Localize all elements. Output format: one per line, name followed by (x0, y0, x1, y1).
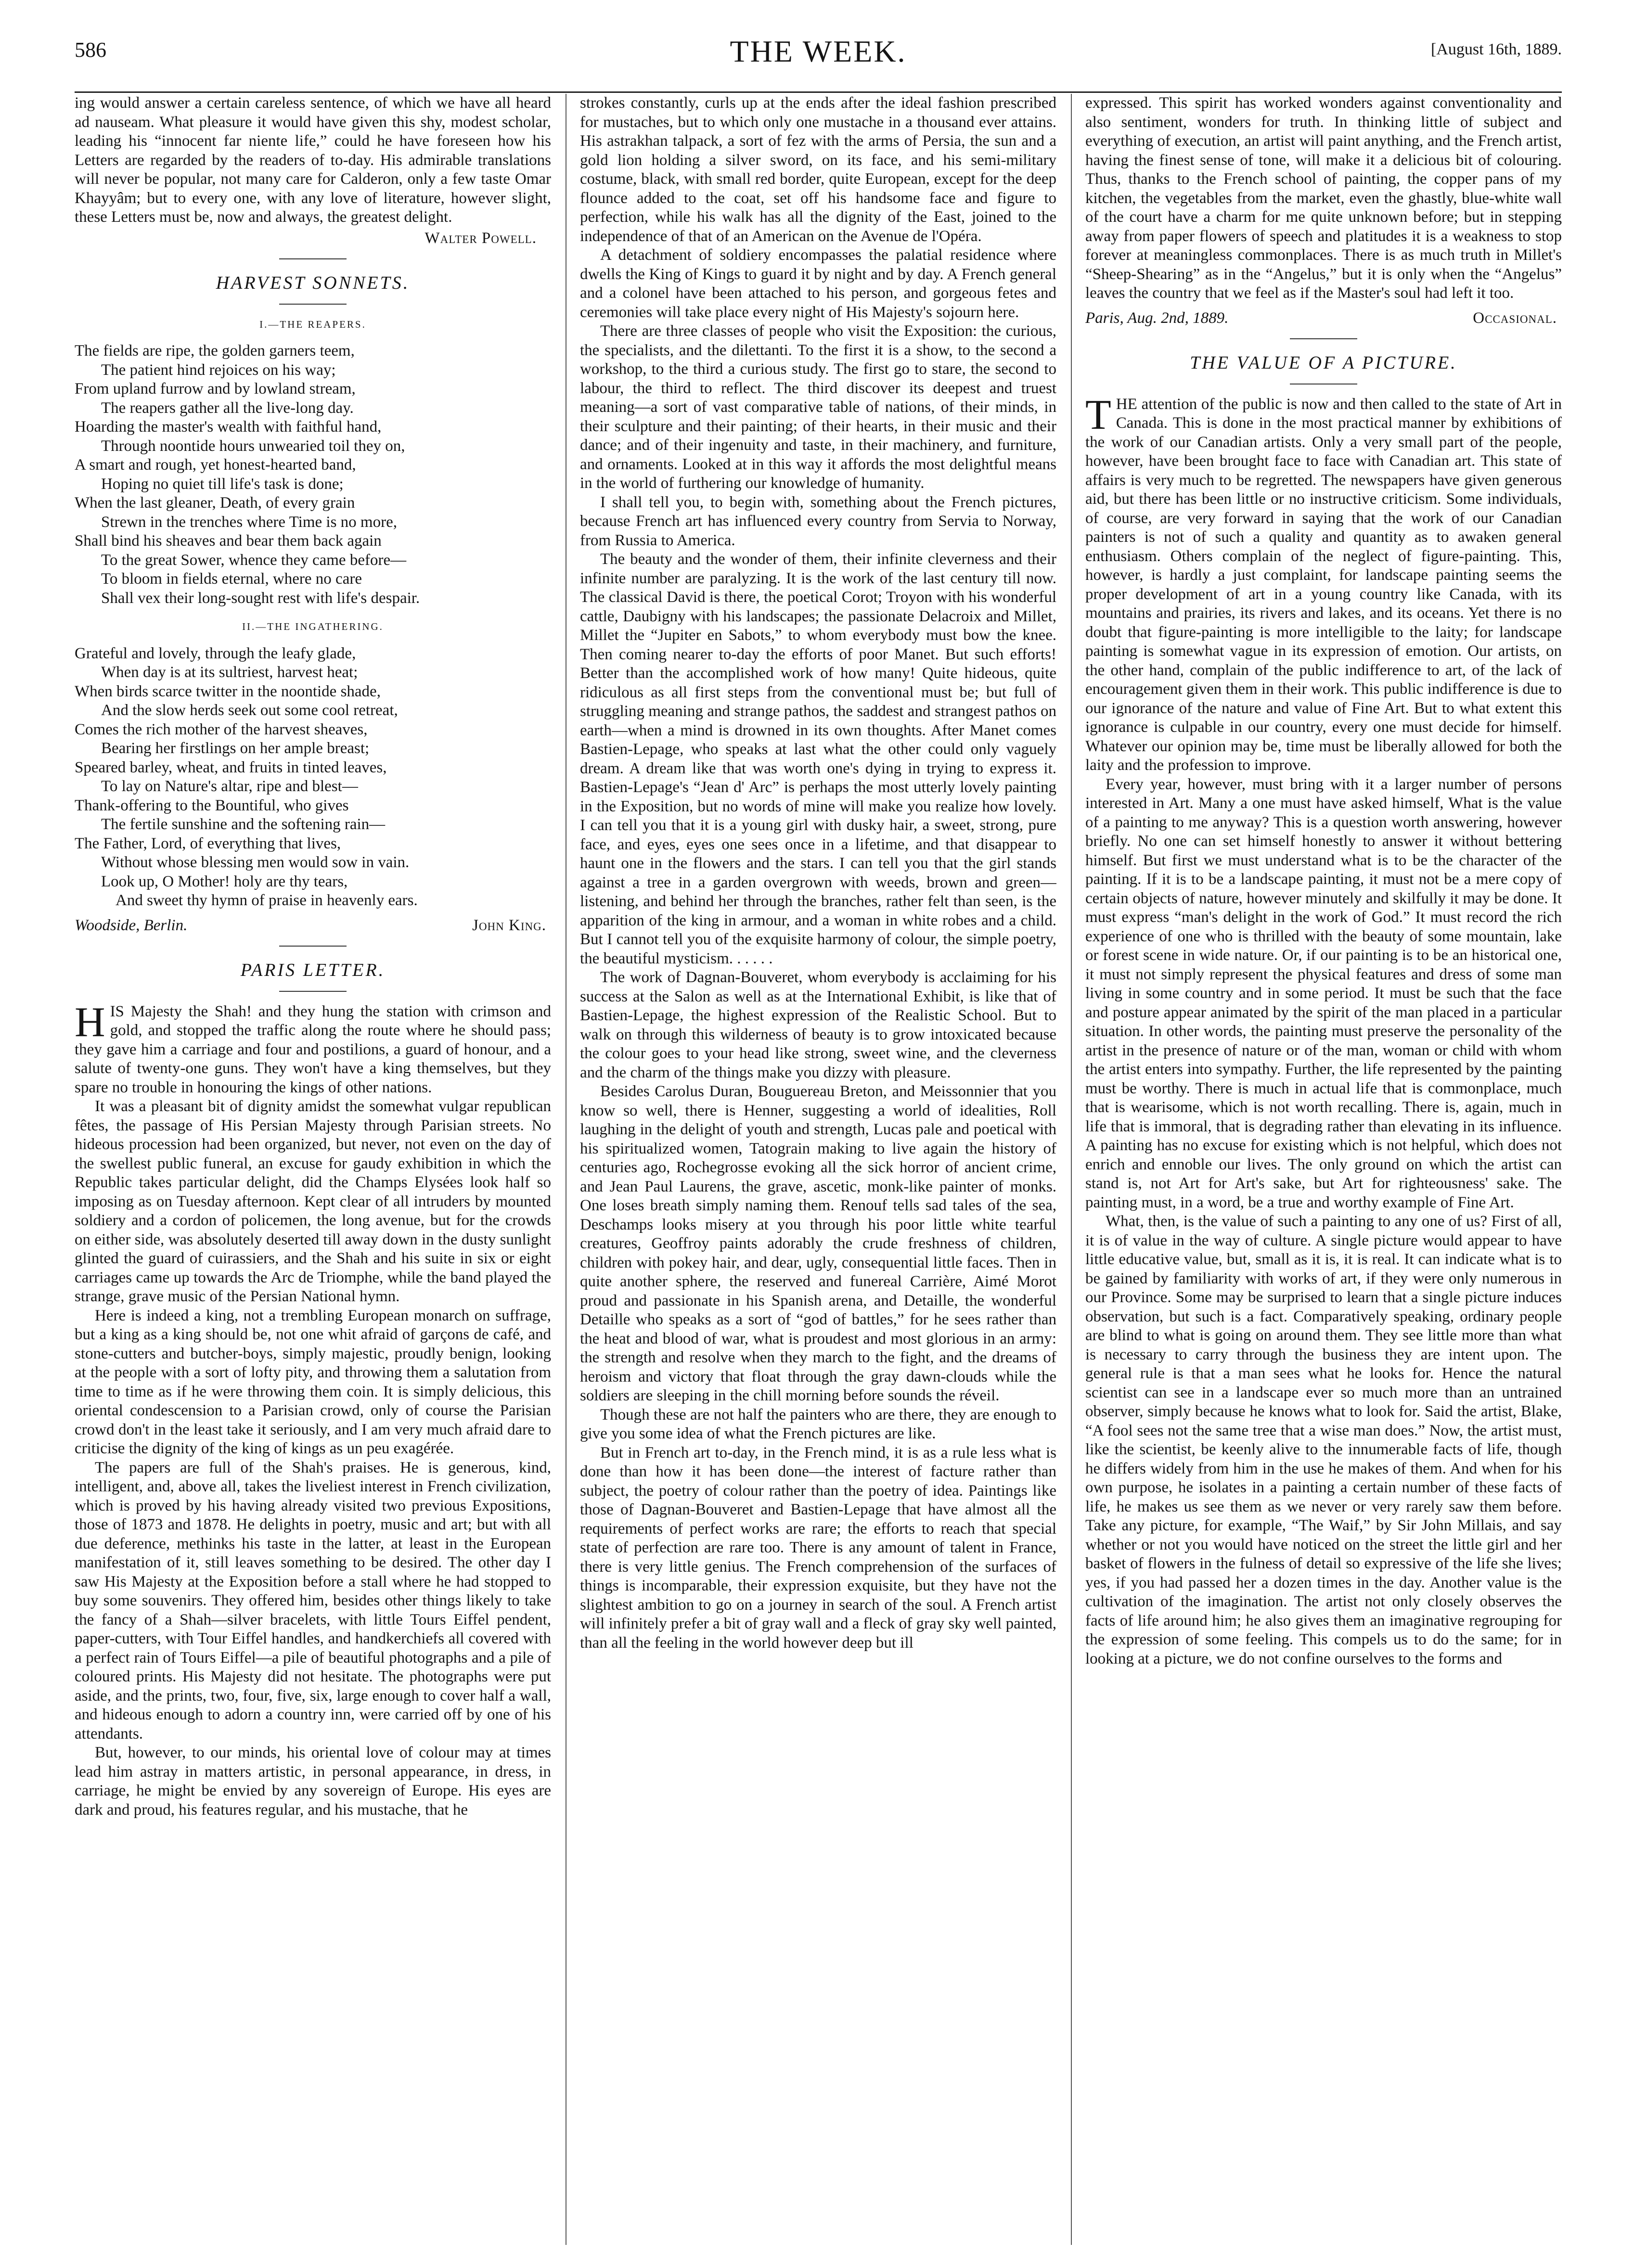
poem-line: And sweet thy hymn of praise in heavenly ears. (116, 892, 418, 909)
paris-paragraph-text: IS Majesty the Shah! and they hung the station with crimson and gold, and stopped the traffic along the route where he should pass; they gave him a carriage and four and postilions, a guard of honour, and a salute of twenty-one guns. They won't have a king themselves, but they spare no trouble in honouring the kings of other nations. (75, 1002, 551, 1096)
poem-line: The patient hind rejoices on his way; (101, 361, 336, 379)
poem-line: To the great Sower, whence they came before— (101, 551, 407, 569)
sonnet-2-title: II.—THE INGATHERING. (242, 621, 384, 632)
masthead-title: THE WEEK. (730, 34, 907, 68)
sonnet-2 (75, 644, 551, 910)
poem-line: Without whose blessing men would sow in vain. (101, 854, 410, 871)
paris-paragraph: But in French art to-day, in the French mind, it is as a rule less what is done than how it has been done—the interest of facture rather than subject, the poetry of colour rather than the poetry of idea. Paintings like those of Dagnan-Bouveret and Bastien-Lepage that have almost all the requirements of perfect works are rare; the efforts to reach that special state of perfection are rare too. There is any amount of talent in France, there is very little genius. The French comprehension of the surfaces of things is incomparable, their expression exquisite, but they have not the slightest ambition to go on a journey in search of the soul. A French artist will infinitely prefer a bit of gray wall and a fleck of gray sky well painted, than all the feeling in the world however deep but ill (580, 1444, 1056, 1652)
poem-line: Look up, O Mother! holy are thy tears, (101, 872, 348, 890)
drop-cap: H (75, 999, 105, 1046)
paris-paragraph: strokes constantly, curls up at the ends after the ideal fashion prescribed for mustaches, but to which only one mustache in a thousand ever attains. His astrakhan talpack, a sort of fez with the arms of Persia, the sun and a gold lion holding a silver sword, on its face, and his semi-military costume, black, with small red border, quite European, except for the deep flounce added to the coat, set off his handsome face and figure to perfection, while his walk has all the dignity of the East, joined to the independence of that of an American on the Avenue de l'Opéra. (580, 94, 1056, 245)
poem-line: To bloom in fields eternal, where no care (101, 570, 362, 588)
paris-paragraph: Besides Carolus Duran, Bouguereau Breton, and Meissonnier that you know so well, there is Henner, suggesting a world of idealities, Roll laughing in the delight of youth and strength, Lucas pale and poetical with his spiritualized women, Tatograin making to live again the history of centuries ago, Rochegrosse evoking all the sick horror of ancient crime, and Jean Paul Laurens, the grave, ascetic, monk-like painter of monks. One loses breath simply naming them. Renouf tells sad tales of the sea, Deschamps looks misery at you through his poor little white tearful creatures, Geoffroy paints adorably the crude freshness of children, children with pokey hair, and dear, ugly, consequential little faces. Then in quite another sphere, the reserved and funereal Carrière, Aimé Morot proud and passionate in his Spanish arena, and Detaille, the wonderful Detaille who speaks as a sort of “god of battles,” for he sees rather than the heat and blood of war, what is proudest and most glorious in an army: the strength and resolve when they march to the fight, and the dreams of heroism and victory that float through the gray dawn-clouds while the soldiers are sleeping in the chill morning before sounds the réveil. (580, 1083, 1056, 1404)
poem-line: Shall bind his sheaves and bear them back again (75, 532, 382, 550)
drop-cap: T (1085, 391, 1111, 438)
paris-letter-title: PARIS LETTER. (240, 960, 386, 980)
intro-paragraph: ing would answer a certain careless sentence, of which we have all heard ad nauseam. What pleasure it would have given this shy, modest scholar, leading his “innocent far niente life,” could he have foreseen how his Letters are regarded by the readers of to-day. His admirable translations will never be popular, not many care for Calderon, only a few taste Omar Khayyâm; but to every one, with any love of literature, however slight, these Letters must be, now and always, the greatest delight. (75, 94, 551, 226)
poem-line: Through noontide hours unwearied toil they on, (101, 437, 405, 455)
paris-paragraph: It was a pleasant bit of dignity amidst the somewhat vulgar republican fêtes, the passage of His Persian Majesty through Parisian streets. No hideous procession had been organized, but never, not even on the day of the swellest public funeral, an excuse for gaudy exhibition in which the Republic takes particular delight, did the Champs Elysées look half so imposing as on Tuesday afternoon. Kept clear of all intruders by mounted soldiery and a cordon of policemen, the long avenue, but for the crowds on either side, was absolutely deserted till away down in the dusty sunlight glinted the guard of cuirassiers, and the Shah and his suite in six or eight carriages came up towards the Arc de Triomphe, while the band played the strange, grave music of the Persian National hymn. (75, 1098, 551, 1305)
sonnet-1 (75, 342, 551, 608)
page-number: 586 (75, 38, 106, 62)
divider-rule (279, 304, 347, 305)
value-paragraph: Every year, however, must bring with it a larger number of persons interested in Art. Many a one must have asked himself, What is the value of a painting to me anyway? This is a question worth answering, however briefly. No one can set himself honestly to answer it without bettering himself. But first we must understand what is to be the character of the painting. If it is to be a landscape painting, it must not be a mere copy of certain objects of nature, however minutely and skilfully it may be done. It must express “man's delight in the work of God.” It must record the rich experience of one who is thrilled with the beauty of some mountain, lake or forest scene in wide nature. Or, if our painting is to be an historical one, it must not simply represent the physical features and dress of some man living in some country and in some period. It must be such that the face and posture appear animated by the spirit of the man placed in a particular situation. In other words, the painting must preserve the personality of the artist in the presence of nature or of the man, woman or child with whom the artist enters into sympathy. Further, the life represented by the painting must be worthy. There is much in actual life that is commonplace, much that is wearisome, which is not worth recalling. There is, again, much in life that is immoral, that is degrading rather than elevating in its influence. A painting has no excuse for existing which is not helpful, which does not enrich and ennoble our lives. The only ground on which the artist can stand is, not Art for Art's sake, but Art for righteousness' sake. The painting must, in a word, be a true and worthy example of Fine Art. (1085, 775, 1562, 1211)
divider-rule (1290, 338, 1357, 339)
article-columns (75, 94, 1562, 2245)
paris-paragraph: The beauty and the wonder of them, their infinite cleverness and their infinite number are paralyzing. It is the work of the last century till now. The classical David is there, the poetical Corot; Troyon with his wonderful cattle, Daubigny with his landscapes; the passionate Delacroix and Millet, Millet the “Jupiter en Sabots,” to whom everybody must bow the knee. Then coming nearer to-day the efforts of poor Manet. But such efforts! Better than the accomplished work of how many! Quite hideous, quite ridiculous as all first steps from the conventional must be; but full of struggling meaning and strange pathos, the saddest and strangest pathos on earth—when a mind is drowned in its own thoughts. After Manet comes Bastien-Lepage, who speaks at last what the other could only vaguely dream. A dream like that was worth one's dying in trying to express it. Bastien-Lepage's “Jean d' Arc” is perhaps the most utterly lovely painting in the Exposition, but no words of mine will make you realize how lovely. I can tell you that it is a young girl with dusky hair, a sweet, strong, pure face, and eyes, eyes one sees once in a lifetime, and that disappear to haunt one in the flowers and the stars. I can tell you that the girl stands against a tree in a garden overgrown with weeds, brown and green—listening, and behind her through the branches, rather felt than seen, is the apparition of the king in armour, and a woman in white robes and a child. But I cannot tell you of the exquisite harmony of colour, the simple poetry, the beautiful mysticism. . . . . . (580, 551, 1056, 967)
column-3 (1071, 94, 1562, 2245)
divider-rule (279, 991, 347, 992)
issue-date: [August 16th, 1889. (1431, 40, 1562, 58)
poem-line: Hoping no quiet till life's task is done; (101, 475, 344, 493)
poem-line: Strewn in the trenches where Time is no more, (101, 513, 397, 531)
paris-place-date: Paris, Aug. 2nd, 1889. (1085, 309, 1229, 327)
poem-line: When birds scarce twitter in the noontide shade, (75, 682, 381, 700)
paris-author: Occasional. (1473, 309, 1557, 327)
paris-paragraph: The papers are full of the Shah's praises. He is generous, kind, intelligent, and, above all, takes the liveliest interest in French civilization, which is proved by his having already visited two previous Expositions, those of 1873 and 1878. He delights in poetry, music and art; but with all due deference, methinks his taste in the latter, at least in the European manifestation of it, still leaves something to be desired. The other day I saw His Majesty at the Exposition before a stall where he had stopped to buy some souvenirs. They offered him, besides other things likely to take the fancy of a Shah—silver bracelets, with little Tours Eiffel pendent, paper-cutters, with Tour Eiffel handles, and handkerchiefs all covered with a perfect rain of Tours Eiffel—a pile of beautiful photographs and a pile of coloured prints. His Majesty did not hesitate. The photographs were put aside, and the prints, two, four, five, six, large enough to cover half a wall, and hideous enough to adorn a country inn, were carried off by one of his attendants. (75, 1459, 551, 1743)
poem-line: The reapers gather all the live-long day. (101, 399, 354, 417)
poem-line: The fields are ripe, the golden garners teem, (75, 342, 355, 359)
poem-line: Shall vex their long-sought rest with life's despair. (101, 589, 420, 607)
paris-paragraph: Here is indeed a king, not a trembling European monarch on suffrage, but a king as a king should be, not one whit afraid of garçons de café, and stone-cutters and butcher-boys, simply majestic, proudly benign, looking at the people with a sort of lofty pity, and throwing them a salutation from time to time as if he were throwing them coin. It is simply delicious, this oriental condescension to a Parisian crowd, only of course the Parisian crowd don't in the least take it seriously, and I am very much afraid dare to criticise the dignity of the king of kings as un peu exagérée. (75, 1307, 551, 1457)
running-head (75, 34, 1562, 93)
paris-paragraph: A detachment of soldiery encompasses the palatial residence where dwells the King of Kings to guard it by night and by day. A French general and a colonel have been attached to his person, and gorgeous fetes and ceremonies will take place every night of His Majesty's sojourn here. (580, 246, 1056, 321)
poem-line: Bearing her firstlings on her ample breast; (101, 740, 370, 757)
sonnets-author: John King. (472, 916, 546, 934)
value-paragraph (1085, 391, 1562, 775)
paris-paragraph (75, 999, 551, 1098)
divider-rule (279, 946, 347, 947)
value-of-picture-title: THE VALUE OF A PICTURE. (1190, 353, 1457, 373)
sonnet-1-title: I.—THE REAPERS. (259, 318, 366, 330)
sonnets-place: Woodside, Berlin. (75, 916, 188, 934)
poem-line: The fertile sunshine and the softening rain— (101, 816, 386, 833)
paris-signature (1085, 309, 1562, 328)
poem-line: And the slow herds seek out some cool retreat, (101, 702, 398, 719)
paris-paragraph: Though these are not half the painters who are there, they are enough to give you some idea of what the French pictures are like. (580, 1406, 1056, 1442)
poem-line: When day is at its sultriest, harvest heat; (101, 664, 358, 681)
column-1 (75, 94, 551, 2245)
poem-line: When the last gleaner, Death, of every grain (75, 494, 355, 512)
paris-paragraph: The work of Dagnan-Bouveret, whom everybody is acclaiming for his success at the Salon as well as at the International Exhibit, is like that of Bastien-Lepage, the highest expression of the Realistic School. But to walk on through this wilderness of beauty is to grow intoxicated because the colour goes to your head like strong, sweet wine, and the cleverness and the charm of the things make you dizzy with pleasure. (580, 969, 1056, 1081)
sonnets-signature (75, 916, 551, 935)
value-paragraph-text: HE attention of the public is now and then called to the state of Art in Canada. This is done in the most practical manner by exhibitions of the work of our Canadian artists. Only a very small part of the people, however, have been brought face to face with Canadian art. This state of affairs is very much to be regretted. The newspapers have given generous aid, but there has been little or no instructive criticism. Some individuals, of course, are very forward in saying that the work of our Canadian painters is not of such a quality and quantity as to awaken general enthusiasm. Others complain of the neglect of figure-painting. This, however, is hardly a just complaint, for landscape painting seems the proper development of art in a young country like Canada, with its mountains and prairies, its rivers and lakes, and its oceans. Yet there is no doubt that figure-painting is more intelligible to the laity; for landscape painting is somewhat vague in its expression of emotion. Our artists, on the other hand, complain of the public indifference to art, of the lack of encouragement given them in their work. This public indifference is due to our ignorance of the nature and value of Fine Art. But to what extent this ignorance is culpable in our country, every one must decide for himself. Whatever our opinion may be, time must be liberally allowed for both the laity and the profession to improve. (1085, 395, 1562, 774)
poem-line: Comes the rich mother of the harvest sheaves, (75, 720, 368, 738)
harvest-sonnets-title: HARVEST SONNETS. (216, 273, 410, 293)
value-paragraph: What, then, is the value of such a painting to any one of us? First of all, it is of value in the way of culture. A single picture would appear to have little educative value, but, small as it is, it is real. It can indicate what is to be gained by familiarity with works of art, if they were only numerous in our Province. Some may be surprised to learn that a single picture induces observation, but such is a fact. Comparatively speaking, ordinary people are blind to what is going on around them. They see little more than what is necessary to carry through the business they are intent upon. The general rule is that a man sees what he looks for. Hence the natural scientist can see in a landscape ever so much more than an untrained observer, simply because he knows what to look for. Said the artist, Blake, “A fool sees not the same tree that a wise man does.” Now, the artist must, like the scientist, be keenly alive to the innumerable facts of life, though he differs widely from him in the use he makes of them. And when for his own purpose, he isolates in a painting a certain number of these facts of life, he makes us see them as we never or very rarely saw them before. Take any picture, for example, “The Waif,” by Sir John Millais, and say whether or not you would have noticed on the street the little girl and her basket of flowers in the fulness of detail so expressive of the life she lives; yes, if you had passed her a dozen times in the day. Another value is the cultivation of the imagination. The artist not only closely observes the facts of life around him; he also gives them an imaginative regrouping for the expression of some feeling. This compels us to do the same; for in looking at a picture, we do not confine ourselves to the forms and (1085, 1213, 1562, 1667)
intro-signature: Walter Powell. (425, 229, 537, 247)
poem-line: To lay on Nature's altar, ripe and blest— (101, 778, 358, 795)
column-2 (566, 94, 1056, 2245)
poem-line: The Father, Lord, of everything that lives, (75, 834, 341, 852)
poem-line: From upland furrow and by lowland stream, (75, 380, 356, 397)
poem-line: A smart and rough, yet honest-hearted band, (75, 456, 356, 474)
poem-line: Speared barley, wheat, and fruits in tinted leaves, (75, 758, 387, 776)
paris-paragraph: I shall tell you, to begin with, something about the French pictures, because French art has influenced every country from Servia to Norway, from Russia to America. (580, 493, 1056, 549)
poem-line: Grateful and lovely, through the leafy glade, (75, 644, 356, 662)
paris-paragraph: But, however, to our minds, his oriental love of colour may at times lead him astray in matters artistic, in personal appearance, in dress, in carriage, he might be envied by any sovereign of Europe. His eyes are dark and proud, his features regular, and his mustache, that he (75, 1744, 551, 1819)
poem-line: Thank-offering to the Bountiful, who gives (75, 796, 349, 814)
paris-paragraph: expressed. This spirit has worked wonders against conventionality and also sentiment, wonders for truth. In thinking little of subject and everything of execution, an artist will paint anything, and the French artist, having the finest sense of tone, will make it a delicious bit of colouring. Thus, thanks to the French school of painting, the copper pans of my kitchen, the vegetables from the market, even the ghastly, blue-white wall of the court have a charm for me quite unknown before; but in stepping away from paper flowers of speech and platitudes it is a weakness to stop forever at meaningless commonplaces. There is as much truth in Millet's “Sheep-Shearing” as in the “Angelus,” but it is only when the “Angelus” leaves the country that we feel as if the Master's soul had left it too. (1085, 94, 1562, 302)
poem-line: Hoarding the master's wealth with faithful hand, (75, 418, 382, 436)
paris-paragraph: There are three classes of people who visit the Exposition: the curious, the specialists, and the dilettanti. To the first it is a show, to the second a workshop, to the third a curious study. The first go to stare, the second to labour, the third to reflect. The third discover its deepest and truest meaning—a sort of vast comparative table of nations, of their minds, in their sculpture and their painting; of their hearts, in their music and their dance; and of their ingenuity and taste, in their machinery, and furniture, and ornaments. Looked at in this way it affords the most delightful means in the world of furthering our knowledge of humanity. (580, 322, 1056, 492)
divider-rule (279, 258, 347, 259)
